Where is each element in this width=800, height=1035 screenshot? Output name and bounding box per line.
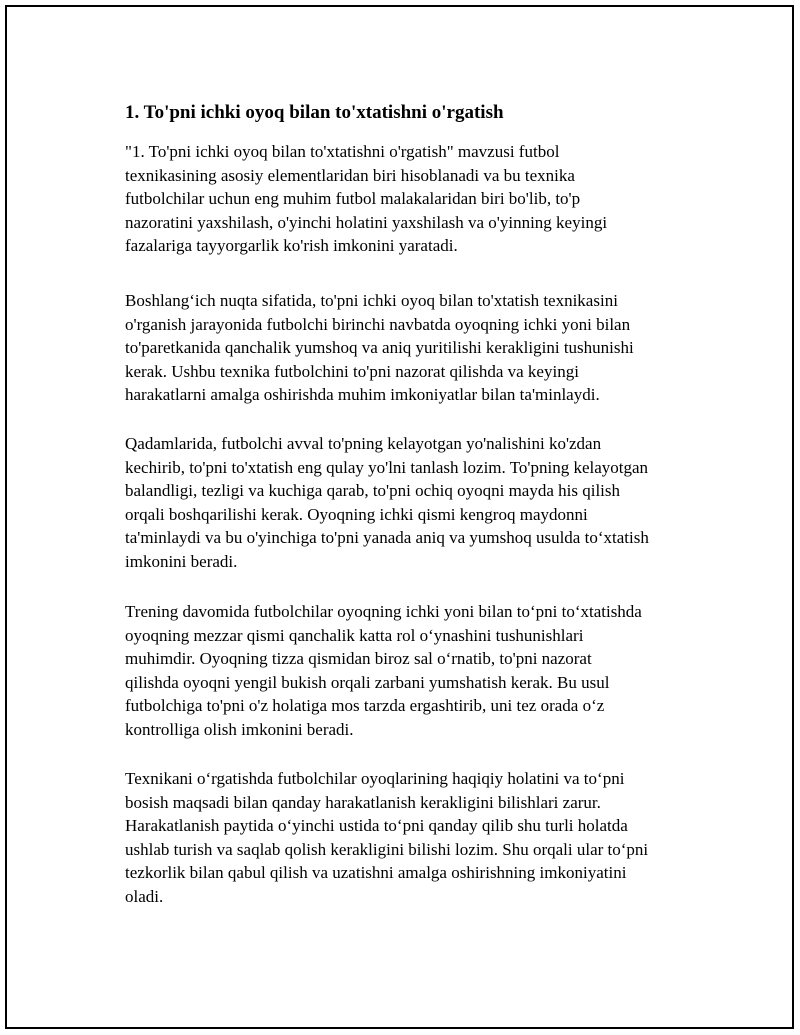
text-line: futbolchilar uchun eng muhim futbol malakalaridan biri bo'lib, to'p — [125, 189, 581, 208]
paragraph-5 — [125, 767, 705, 908]
text-line: texnikasining asosiy elementlaridan biri hisoblanadi va bu texnika — [125, 165, 575, 185]
text-line: Boshlang‘ich nuqta sifatida, to'pni ichki oyoq bilan to'xtatish texnikasini — [125, 291, 618, 310]
text-line: to'paretkanida qanchalik yumshoq va aniq yuritilishi kerakligini tushunishi — [125, 338, 634, 357]
text-line: Trening davomida futbolchilar oyoqning ichki yoni bilan to‘pni to‘xtatishda — [125, 602, 642, 621]
text-line: nazoratini yaxshilash, o'yinchi holatini yaxshilash va o'yinning keyingi — [125, 212, 608, 232]
text-line: Harakatlanish paytida o‘yinchi ustida to‘pni qanday qilib shu turli holatda — [125, 816, 628, 835]
text-line: tezkorlik bilan qabul qilish va uzatishni amalga oshirishning imkoniyatini — [125, 863, 627, 882]
paragraph-1 — [125, 140, 705, 258]
text-line: qilishda oyoqni yengil bukish orqali zarbani yumshatish kerak. Bu usul — [125, 672, 610, 692]
text-line: balandligi, tezligi va kuchiga qarab, to'pni ochiq oyoqni mayda his qilish — [125, 481, 621, 500]
text-line: ushlab turish va saqlab qolish kerakligini bilishi lozim. Shu orqali ular to‘pni — [125, 839, 649, 859]
text-line: oyoqning mezzar qismi qanchalik katta rol o‘ynashini tushunishlari — [125, 625, 584, 645]
text-line: futbolchiga to'pni o'z holatiga mos tarzda ergashtirib, uni tez orada o‘z — [125, 696, 605, 715]
paragraph-4 — [125, 600, 705, 741]
text-line: bosish maqsadi bilan qanday harakatlanish kerakligini bilishlari zarur. — [125, 792, 601, 812]
text-line: imkonini beradi. — [125, 551, 238, 571]
text-line: fazalariga tayyorgarlik ko'rish imkonini yaratadi. — [125, 236, 458, 255]
document-title: 1. To'pni ichki oyoq bilan to'xtatishni o'rgatish — [125, 102, 504, 123]
paragraph-3 — [125, 432, 705, 573]
text-line: kontrolliga olish imkonini beradi. — [125, 719, 354, 739]
text-line: muhimdir. Oyoqning tizza qismidan biroz sal o‘rnatib, to'pni nazorat — [125, 649, 592, 668]
text-line: oladi. — [125, 886, 164, 906]
text-line: kerak. Ushbu texnika futbolchini to'pni nazorat qilishda va keyingi — [125, 361, 579, 381]
page-frame — [5, 5, 794, 1029]
text-line: orqali boshqarilishi kerak. Oyoqning ichki qismi kengroq maydonni — [125, 504, 588, 524]
text-line: harakatlarni amalga oshirishda muhim imkoniyatlar bilan ta'minlaydi. — [125, 385, 600, 404]
text-line: o'rganish jarayonida futbolchi birinchi navbatda oyoqning ichki yoni bilan — [125, 314, 631, 334]
paragraph-2 — [125, 289, 705, 407]
text-line: Qadamlarida, futbolchi avval to'pning kelayotgan yo'nalishini ko'zdan — [125, 434, 602, 453]
text-line: Texnikani o‘rgatishda futbolchilar oyoqlarining haqiqiy holatini va to‘pni — [125, 769, 625, 788]
text-line: ta'minlaydi va bu o'yinchiga to'pni yanada aniq va yumshoq usulda to‘xtatish — [125, 528, 649, 547]
text-line: "1. To'pni ichki oyoq bilan to'xtatishni o'rgatish" mavzusi futbol — [125, 142, 560, 161]
text-line: kechirib, to'pni to'xtatish eng qulay yo'lni tanlash lozim. To'pning kelayotgan — [125, 457, 649, 477]
